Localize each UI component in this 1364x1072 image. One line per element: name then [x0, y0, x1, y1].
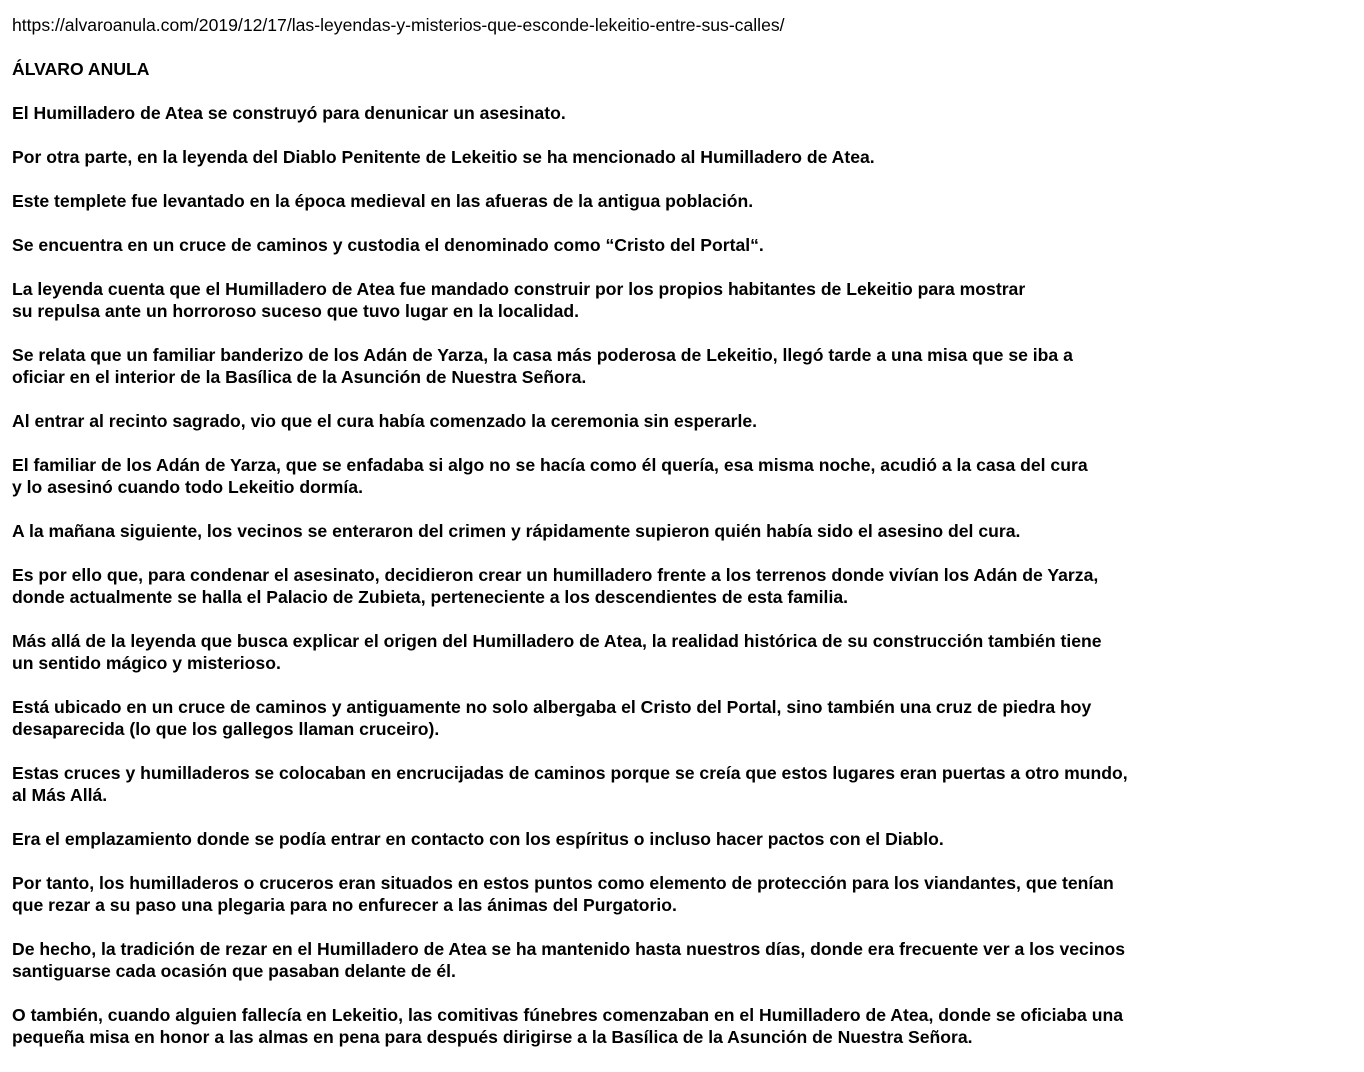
paragraph: Era el emplazamiento donde se podía entrar en contacto con los espíritus o incluso hacer pactos con el Diablo. [12, 829, 944, 849]
paragraph: Estas cruces y humilladeros se colocaban en encrucijadas de caminos porque se creía que estos lugares eran puertas a otro mundo, al Más Allá. [12, 763, 1128, 805]
paragraph: Al entrar al recinto sagrado, vio que el cura había comenzado la ceremonia sin esperarle. [12, 411, 758, 431]
paragraph: Está ubicado en un cruce de caminos y antiguamente no solo albergaba el Cristo del Portal, sino también una cruz de piedra hoy desaparecida (lo que los gallegos llaman cruceiro). [12, 697, 1092, 739]
paragraph: Por otra parte, en la leyenda del Diablo Penitente de Lekeitio se ha mencionado al Humilladero de Atea. [12, 147, 875, 167]
paragraph: Por tanto, los humilladeros o cruceros eran situados en estos puntos como elemento de protección para los viandantes, que tenían que rezar a su paso una plegaria para no enfurecer a las ánimas del Purgatorio. [12, 873, 1114, 915]
paragraph: El familiar de los Adán de Yarza, que se enfadaba si algo no se hacía como él quería, esa misma noche, acudió a la casa del cura y lo asesinó cuando todo Lekeitio dormía. [12, 455, 1088, 497]
paragraph: Es por ello que, para condenar el asesinato, decidieron crear un humilladero frente a los terrenos donde vivían los Adán de Yarza, donde actualmente se halla el Palacio de Zubieta, perteneciente a los descendientes de esta familia. [12, 565, 1099, 607]
paragraph: El Humilladero de Atea se construyó para denunicar un asesinato. [12, 103, 566, 123]
paragraph: La leyenda cuenta que el Humilladero de Atea fue mandado construir por los propios habitantes de Lekeitio para mostrar su repulsa ante un horroroso suceso que tuvo lugar en la localidad. [12, 279, 1026, 321]
paragraph: De hecho, la tradición de rezar en el Humilladero de Atea se ha mantenido hasta nuestros días, donde era frecuente ver a los vecinos santiguarse cada ocasión que pasaban delante de él. [12, 939, 1125, 981]
paragraph: A la mañana siguiente, los vecinos se enteraron del crimen y rápidamente supieron quién había sido el asesino del cura. [12, 521, 1021, 541]
source-url[interactable]: https://alvaroanula.com/2019/12/17/las-leyendas-y-misterios-que-esconde-lekeitio-entre-sus-calles/ [12, 15, 785, 35]
paragraph: Más allá de la leyenda que busca explicar el origen del Humilladero de Atea, la realidad histórica de su construcción también tiene un sentido mágico y misterioso. [12, 631, 1102, 673]
paragraph: Se encuentra en un cruce de caminos y custodia el denominado como “Cristo del Portal“. [12, 235, 764, 255]
author-name: ÁLVARO ANULA [12, 59, 150, 79]
document-body [12, 14, 1352, 1070]
paragraph: O también, cuando alguien fallecía en Lekeitio, las comitivas fúnebres comenzaban en el Humilladero de Atea, donde se oficiaba una pequeña misa en honor a las almas en pena para después dirigirse a la Basílica de la Asunción de Nuestra Señora. [12, 1005, 1123, 1047]
paragraph: Este templete fue levantado en la época medieval en las afueras de la antigua población. [12, 191, 754, 211]
paragraph: Se relata que un familiar banderizo de los Adán de Yarza, la casa más poderosa de Lekeitio, llegó tarde a una misa que se iba a oficiar en el interior de la Basílica de la Asunción de Nuestra Señora. [12, 345, 1073, 387]
